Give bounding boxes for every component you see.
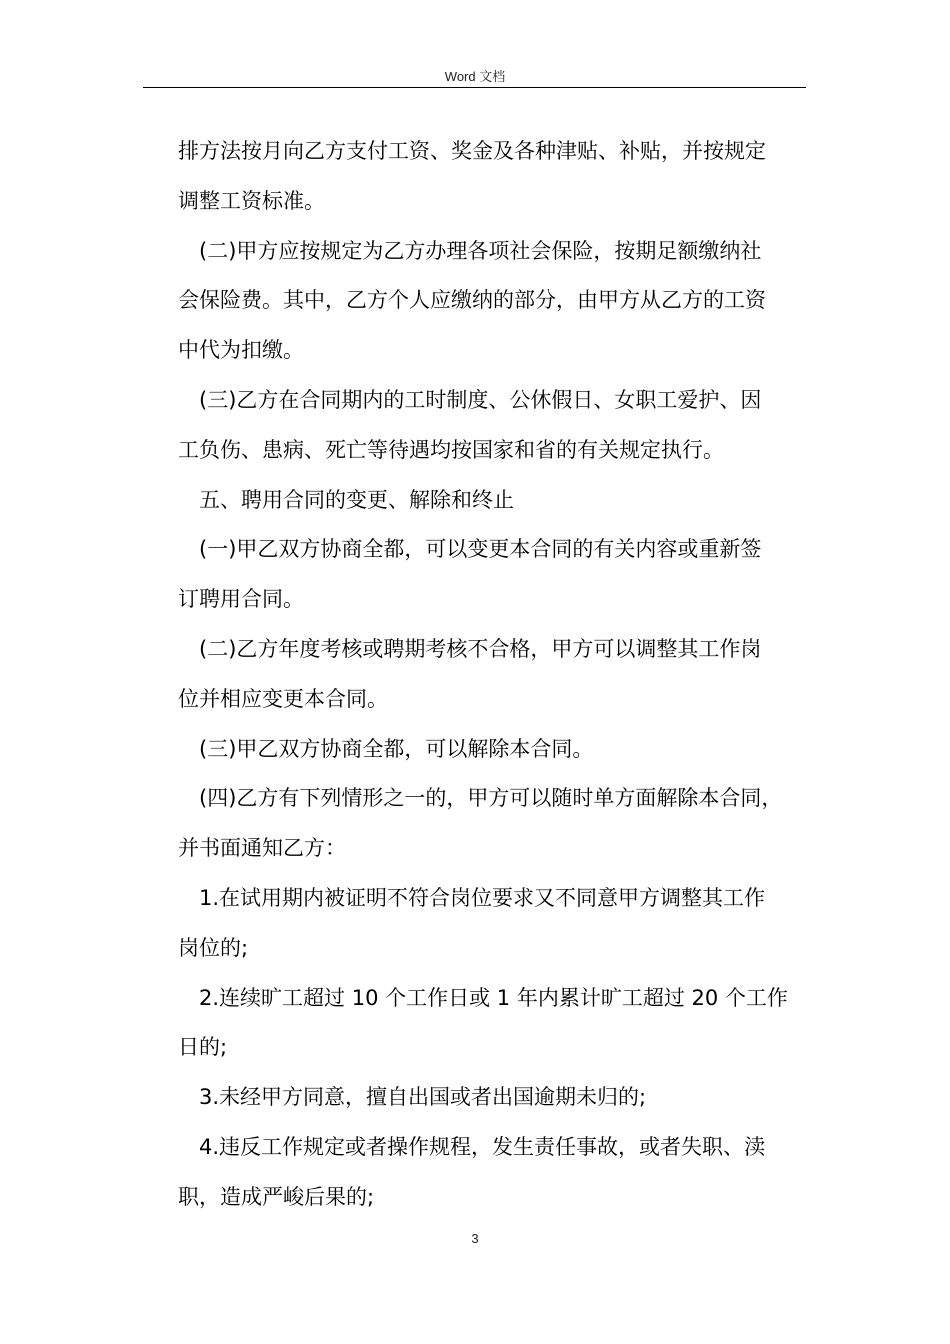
- text-line: 职，造成严峻后果的;: [178, 1184, 375, 1209]
- text-line: 并书面通知乙方：: [178, 836, 346, 861]
- text-line: 岗位的;: [178, 935, 249, 960]
- text-line: (二)甲方应按规定为乙方办理各项社会保险，按期足额缴纳社: [199, 238, 762, 263]
- header-divider: [143, 87, 806, 88]
- text-line: 排方法按月向乙方支付工资、奖金及各种津贴、补贴，并按规定: [178, 139, 766, 163]
- text-line: 调整工资标准。: [178, 188, 325, 213]
- text-line: 3.未经甲方同意，擅自出国或者出国逾期未归的;: [199, 1085, 647, 1110]
- text-line: 工负伤、患病、死亡等待遇均按国家和省的有关规定执行。: [178, 437, 724, 462]
- text-line: 1.在试用期内被证明不符合岗位要求又不同意甲方调整其工作: [199, 885, 766, 910]
- text-line: 4.违反工作规定或者操作规程，发生责任事故，或者失职、渎: [199, 1134, 766, 1159]
- text-line: 日的;: [178, 1035, 228, 1060]
- paragraph: [178, 1123, 806, 1223]
- text-line: 中代为扣缴。: [178, 338, 304, 363]
- text-line: (一)甲乙双方协商全都，可以变更本合同的有关内容或重新签: [199, 537, 762, 562]
- paragraph: [178, 625, 806, 725]
- text-line: (三)乙方在合同期内的工时制度、公休假日、女职工爱护、因: [199, 387, 762, 412]
- text-line: 会保险费。其中，乙方个人应缴纳的部分，由甲方从乙方的工资: [178, 288, 766, 313]
- paragraph: [178, 376, 806, 476]
- text-line: 位并相应变更本合同。: [178, 686, 388, 711]
- paragraph: [178, 227, 806, 376]
- document-body: [178, 127, 806, 1223]
- paragraph: [178, 774, 806, 874]
- paragraph: [178, 725, 806, 775]
- paragraph: [178, 974, 806, 1074]
- text-line: 2.连续旷工超过 10 个工作日或 1 年内累计旷工超过 20 个工作: [199, 985, 788, 1010]
- text-line: 五、聘用合同的变更、解除和终止: [199, 487, 514, 512]
- page-number: 3: [471, 1231, 479, 1246]
- paragraph: [178, 525, 806, 625]
- text-line: (四)乙方有下列情形之一的，甲方可以随时单方面解除本合同，: [199, 786, 783, 811]
- text-line: 订聘用合同。: [178, 587, 304, 612]
- paragraph: [178, 127, 806, 227]
- text-line: (二)乙方年度考核或聘期考核不合格，甲方可以调整其工作岗: [199, 636, 762, 661]
- text-line: (三)甲乙双方协商全都，可以解除本合同。: [199, 736, 594, 761]
- paragraph: [178, 476, 806, 526]
- page-header: Word 文档: [444, 69, 506, 84]
- paragraph: [178, 1073, 806, 1123]
- paragraph: [178, 874, 806, 974]
